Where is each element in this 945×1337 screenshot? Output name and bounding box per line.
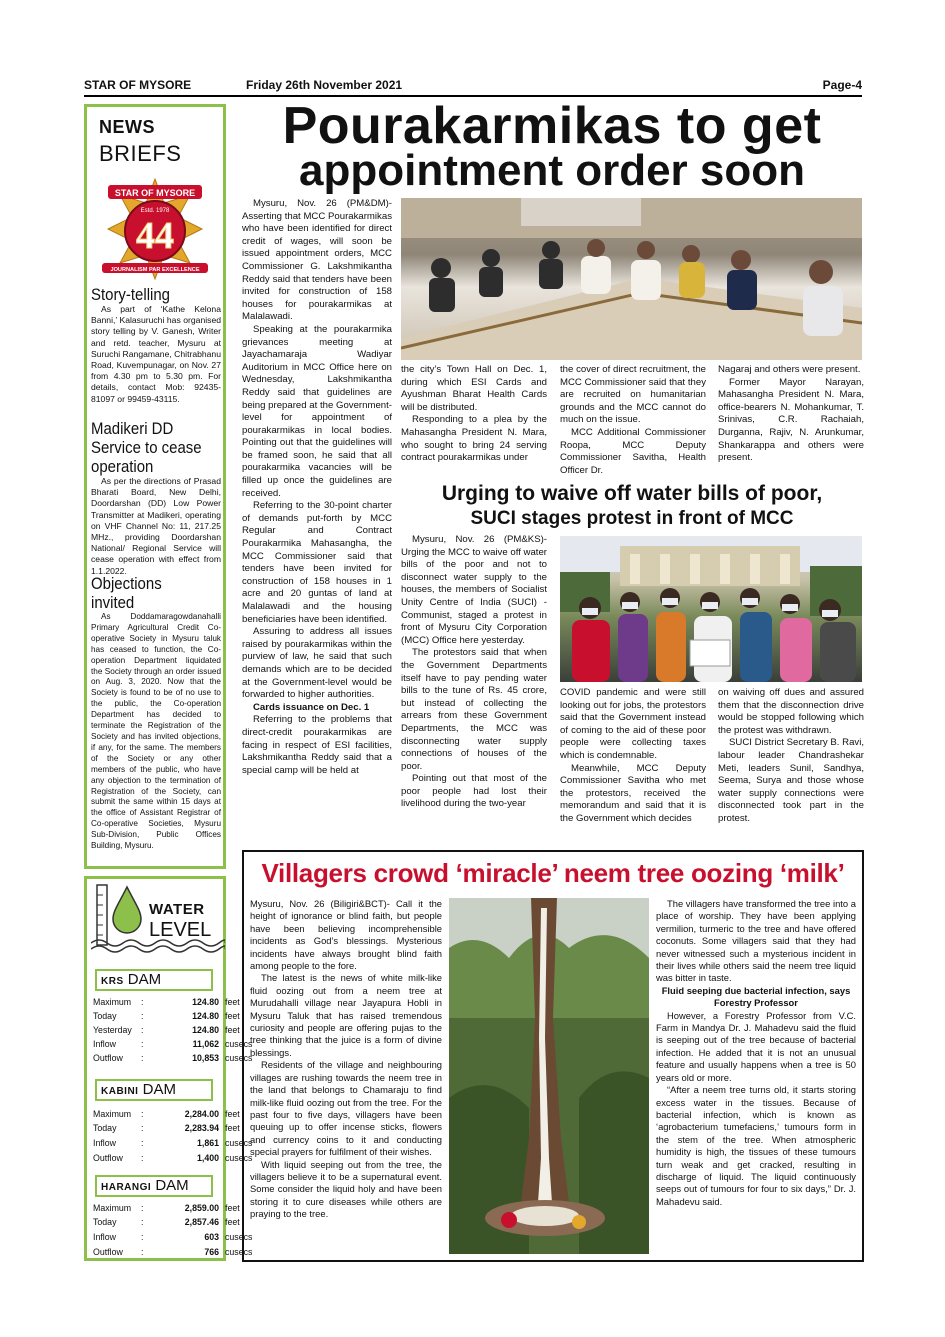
harangi-outflow-row: Outflow : 766 cusecs [93, 1247, 253, 1257]
suci-paragraph: The protestors said that when the Government Departments itself have to pay pending water bills to the tune of Rs. 45 crore, but instead of collecting the arrears from these Government Departments, the MCC was disconnecting water supply connections of houses of the poor. [401, 647, 547, 772]
suci-column-2 [560, 687, 706, 842]
kabini-dam-title [95, 1079, 213, 1101]
harangi-today-row: Today : 2,857.46 feet [93, 1217, 240, 1227]
meeting-photo [401, 198, 862, 360]
main-headline-line-2: appointment order soon [299, 146, 805, 195]
suci-paragraph: SUCI District Secretary B. Ravi, labour leader Chandrashekar Meti, leaders Sunil, Sandhya, Seema, Surya and those whose water supply connections were disconnected took part in the protest. [718, 737, 864, 824]
neem-paragraph: Residents of the village and neighbouring villages are rushing towards the neem tree in the land that belongs to Chamaraju to find milk-like fluid oozing out from the tree. For the past four to five days, villagers have been queuing up to offer incense sticks, flowers and currency coins to it and conducting special prayers for fulfilment of their wishes. [250, 1059, 442, 1158]
dam-suffix: DAM [127, 971, 162, 988]
brief-heading: Story-telling [91, 285, 170, 304]
krs-today-row: Today : 124.80 feet [93, 1011, 240, 1021]
main-paragraph: Nagaraj and others were present. [718, 364, 861, 375]
harangi-inflow-row: Inflow : 603 cusecs [93, 1232, 253, 1242]
brief-objections-invited [91, 574, 221, 852]
kabini-outflow-row: Outflow : 1,400 cusecs [93, 1153, 253, 1163]
main-paragraph: the city’s Town Hall on Dec. 1, during which ESI Cards and Ayushman Bharat Health Cards will be distributed. [401, 364, 547, 413]
logo-bottom-text: JOURNALISM PAR EXCELLENCE [110, 267, 200, 273]
brief-body: As per the directions of Prasad Bharati Board, New Delhi, Doordarshan (DD) Low Power Transmitter at Madikeri, operating on VHF Channel No: 11, 217.25 MHz., providing Doordarshan National/ Regional Service will cease operation with effect from 1.1.2022. [91, 476, 221, 576]
dam-suffix: DAM [142, 1081, 176, 1098]
main-column-4 [718, 364, 864, 476]
water-gauge-icon [91, 883, 225, 953]
dam-prefix: HARANGI [101, 1182, 152, 1193]
neem-paragraph: However, a Forestry Professor from V.C. Farm in Mandya Dr. J. Mahadevu said the fluid is seeping out of the tree because of bacterial infection. He added that it is not an unusual feature and usually happens when a tree is 50 years old or more. [656, 1009, 856, 1083]
main-column-3 [560, 364, 706, 476]
kabini-maximum-row: Maximum : 2,284.00 feet [93, 1109, 240, 1119]
neem-paragraph: “After a neem tree turns old, it starts storing excess water in the tissues. Because of bacterial infection, which is known as ‘agrobacterium tumefaciens,’ tumours form in the stem of the tree. When atmospheric humidity is high, the tissues of these tumours turn weak and get cracked, resulting in discharge of liquid. The liquid continuously seeps out of tumours for four to six days,” Dr. J. Mahadevu said. [656, 1084, 856, 1207]
paper-name: STAR OF MYSORE [84, 78, 192, 92]
suci-paragraph: Pointing out that most of the poor people had lost their livelihood during the two-year [401, 773, 547, 810]
neem-paragraph: The latest is the news of white milk-like fluid oozing out from a neem tree at Murudahalli village near Jayapura Hobli in Mysuru Taluk that has raised tremendous curiosity and people are offering pujas to the tree thinking that the juice is a form of divine blessings. [250, 972, 442, 1058]
main-paragraph: Referring to the problems that direct-credit pourakarmikas are facing in respect of ESI facilities, Lakshmikantha Reddy said that a special camp will be held at [242, 714, 392, 776]
neem-column-1 [250, 898, 442, 1254]
issue-date: Friday 26th November 2021 [246, 78, 403, 92]
krs-inflow-row: Inflow : 11,062 cusecs [93, 1039, 253, 1049]
suci-column-3 [718, 687, 864, 842]
suci-paragraph: on waiving off dues and assured them that the disconnection drive would be stopped following which the protest was withdrawn. [718, 687, 864, 736]
news-briefs-title-top: NEWS [99, 117, 155, 137]
protest-photo [560, 536, 862, 682]
suci-paragraph: COVID pandemic and were still looking out for jobs, the protestors said that the Government instead of coming to the aid of these poor people were collecting taxes which is condemnable. [560, 687, 706, 761]
brief-madikeri-dd [91, 419, 221, 577]
suci-paragraph: Meanwhile, MCC Deputy Commissioner Savitha who met the protestors, received the memorandum and said that it is the Government which decides [560, 762, 706, 824]
krs-maximum-row: Maximum : 124.80 feet [93, 997, 240, 1007]
krs-yesterday-row: Yesterday : 124.80 feet [93, 1025, 240, 1035]
logo-top-text: STAR OF MYSORE [114, 188, 196, 198]
krs-outflow-row: Outflow : 10,853 cusecs [93, 1053, 253, 1063]
main-subhead: Cards issuance on Dec. 1 [253, 701, 370, 713]
main-paragraph: Former Mayor Narayan, Mahasangha President N. Mara, office-bearers N. Mohankumar, T. Srinivas, C.R. Rachaiah, Durganna, Rajiv, N. Arunkumar, Shankarappa and others were present. [718, 376, 864, 464]
main-paragraph: Referring to the 30-point charter of demands put-forth by MCC Regular and Contract Pourakarmika Mahasangha, the MCC Commissioner said that tenders have been invited for construction of 158 houses in 1 acre and 20 guntas of land at Malalawadi and the housing beneficiaries have been identified. [242, 500, 392, 625]
brief-body: As Doddamaragowdanahalli Primary Agricultural Credit Co-operative Society in Mysuru taluk has ceased to function, the Co-operation Department liquidated the Society through an order issued on Aug. 3, 2020. Now that the Society is found to be of no use to the public, the Co-operation Department has decided to terminate the Registration of the Society and has invited objections, if any, for the same. The members of the Society or any other members of the public, who have any objection to the termination of Registration of the Society, can submit the same within 15 days at the office of Assistant Registrar of Co-operative Societies, Mysuru Sub-Division, Public Offices Building, Mysuru. [91, 612, 221, 851]
page-number: Page-4 [822, 78, 862, 92]
main-paragraph: the cover of direct recruitment, the MCC Commissioner said that they are recruited on humanitarian grounds and the MCC cannot do much on the issue. [560, 364, 706, 426]
dam-prefix: KRS [101, 976, 124, 987]
water-level-title-bottom: LEVEL [149, 919, 212, 941]
star-of-mysore-44-logo [90, 173, 220, 285]
suci-headline-line-1: Urging to waive off water bills of poor, [441, 482, 823, 505]
kabini-today-row: Today : 2,283.94 feet [93, 1123, 240, 1133]
water-level-box [84, 876, 253, 1261]
suci-column-1 [401, 534, 547, 842]
logo-number: 44 [136, 215, 174, 257]
logo-estd-text: Estd. 1978 [140, 208, 170, 214]
news-briefs-box [84, 104, 226, 869]
main-column-1 [242, 198, 392, 842]
neem-headline: Villagers crowd ‘miracle’ neem tree oozing ‘milk’ [261, 858, 845, 888]
main-paragraph: Assuring to address all issues raised by pourakarmikas within the purview of law, he said that such demands which are to be decided at the Government-level would be forwarded to higher authorities. [242, 626, 392, 701]
main-paragraph: Speaking at the pourakarmika grievances meeting at Jayachamaraja Wadiyar Auditorium in MCC Office here on Wednesday, Lakshmikantha Reddy said that guidelines are being prepared at the Government-level for appointment of pourakarmikas in local bodies. Pointing out that the guidelines will be framed soon, he said that all pourakarmika vacancies will be filled up once the guidelines are received. [242, 323, 392, 499]
harangi-dam-title [95, 1175, 213, 1197]
kabini-inflow-row: Inflow : 1,861 cusecs [93, 1138, 253, 1148]
news-briefs-title-bottom: BRIEFS [99, 141, 182, 166]
neem-column-2 [656, 898, 856, 1254]
logo-svg [90, 173, 220, 285]
neem-paragraph: With liquid seeping out from the tree, the villagers believe it to be a supernatural event. Some consider the liquid holy and have been storing it to cure diseases while others are praying to the tree. [250, 1158, 442, 1220]
neem-subhead: Fluid seeping due bacterial infection, says Forestry Professor [661, 984, 851, 1009]
neem-tree-photo [449, 898, 649, 1254]
main-paragraph: Mysuru, Nov. 26 (PM&DM)- Asserting that MCC Pourakarmikas who have been identified for direct credit of wages, will soon be issued appointment orders, MCC Commissioner G. Lakshmikantha Reddy said that tenders have been invited for construction of 158 houses for pourakarmikas at Malalawadi. [242, 198, 392, 323]
krs-dam-title [95, 969, 213, 991]
brief-story-telling [91, 285, 221, 405]
suci-headline-line-2: SUCI stages protest in front of MCC [470, 508, 794, 529]
main-paragraph: MCC Additional Commissioner Roopa, MCC Deputy Commissioner Savitha, Health Officer Dr. [560, 426, 706, 476]
main-headline-line-1: Pourakarmikas to get [282, 97, 822, 155]
neem-paragraph: Mysuru, Nov. 26 (Biligiri&BCT)- Call it the height of ignorance or blind faith, but people have been believing incomprehensible incidents as God’s blessings. Mysterious incidents have always brought blind faith among people to the fore. [250, 898, 442, 972]
dam-prefix: KABINI [101, 1086, 139, 1097]
dam-suffix: DAM [155, 1177, 189, 1194]
brief-body: As part of ‘Kathe Kelona Banni,’ Kalasuruchi has organised story telling by V. Ganesh, Writer and retd. teacher, Mysuru at Suruchi Rangamane, Chitrabhanu Road, Kuvempunagar, on Nov. 27 from 4.30 pm to 5.30 pm. For details, contact Mob: 92435-81097 or 99459-43115. [91, 304, 221, 404]
main-column-2 [401, 364, 547, 476]
suci-paragraph: Mysuru, Nov. 26 (PM&KS)- Urging the MCC to waive off water bills of the poor and not to disconnect water supply to the houses, the members of Socialist Unity Centre of India (SUCI) - Communist, staged a protest in front of Mysuru City Corporation (MCC) Office here yesterday. [401, 534, 547, 646]
masthead [84, 78, 862, 94]
harangi-maximum-row: Maximum : 2,859.00 feet [93, 1203, 240, 1213]
brief-heading: Objections invited [91, 574, 162, 612]
neem-paragraph: The villagers have transformed the tree into a place of worship. They have been applying vermilion, turmeric to the tree and have offered coconuts. Some villagers said that they had never witnessed such a mysterious incident in their lives while others said the neem tree liquid was bitter in taste. [656, 898, 856, 984]
brief-heading: Madikeri DD Service to cease operation [91, 419, 202, 476]
water-level-title-top: WATER [149, 901, 205, 918]
main-paragraph: Responding to a plea by the Mahasangha President N. Mara, who sought to bring 24 serving contract pourakarmikas under [401, 414, 547, 464]
